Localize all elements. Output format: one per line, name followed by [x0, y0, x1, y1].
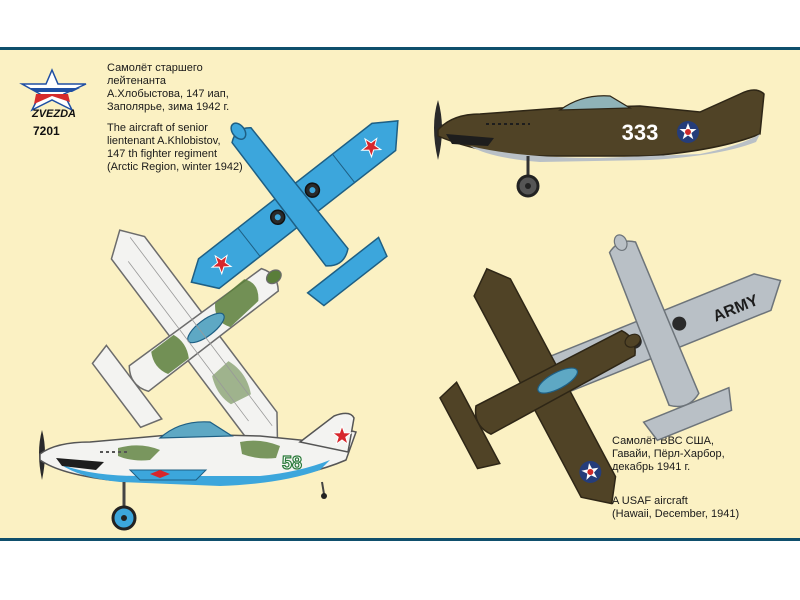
us-plane-side	[434, 90, 764, 196]
caption-line: лейтенанта	[107, 75, 167, 87]
aircraft-artwork	[0, 50, 800, 538]
caption-line: (Hawaii, December, 1941)	[612, 508, 740, 520]
caption-line: The aircraft of senior	[107, 122, 208, 134]
caption-line: Заполярье, зима 1942 г.	[107, 101, 230, 113]
caption-line: А.Хлобыстова, 147 иап,	[107, 88, 229, 100]
us-plane-underside	[495, 185, 800, 475]
us-wing-marking-right: ARMY	[710, 292, 761, 326]
us-fuselage-number: 333	[621, 120, 659, 145]
color-profile-sheet	[0, 47, 800, 541]
caption-line: декабрь 1941 г.	[612, 461, 691, 473]
caption-line: Самолёт ВВС США,	[612, 435, 714, 447]
kit-number: 7201	[33, 124, 60, 138]
caption-line: Гавайи, Пёрл-Харбор,	[612, 448, 725, 460]
caption-line: 147 th fighter regiment	[107, 148, 218, 160]
caption-line: (Arctic Region, winter 1942)	[107, 161, 243, 173]
caption-line: A USAF aircraft	[612, 495, 688, 507]
us-plane-topside	[397, 220, 703, 538]
soviet-tail-number: 58	[281, 453, 303, 473]
logo-wordmark: ZVEZDA	[32, 108, 76, 118]
soviet-plane-side	[39, 413, 356, 529]
caption-line: lientenant A.Khlobistov,	[107, 135, 221, 147]
caption-line: Самолёт старшего	[107, 62, 203, 74]
